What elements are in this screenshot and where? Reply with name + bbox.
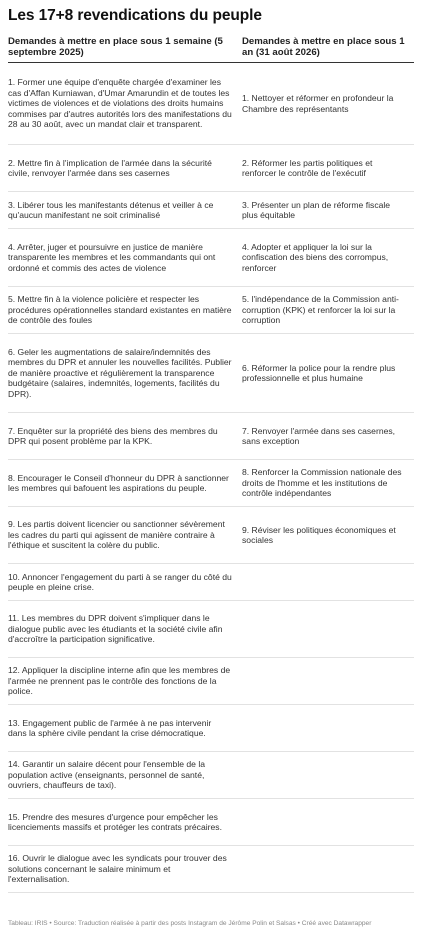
cell-one-year-demand [238, 601, 414, 658]
cell-one-year-demand [238, 658, 414, 705]
column-header-one-year[interactable]: Demandes à mettre en place sous 1 an (31 août 2026) [238, 36, 414, 63]
table-row [8, 705, 414, 752]
cell-one-week-demand: 14. Garantir un salaire décent pour l'ensemble de la population active (enseignants, personnel de santé, ouvriers, chauffeurs de taxi). [8, 752, 238, 799]
table-row [8, 192, 414, 229]
cell-one-year-demand: 5. l'indépendance de la Commission anti-corruption (KPK) et renforcer la loi sur la corruption [238, 287, 414, 334]
table-row [8, 799, 414, 846]
table-row [8, 601, 414, 658]
table-row [8, 846, 414, 893]
cell-one-year-demand: 9. Réviser les politiques économiques et sociales [238, 507, 414, 564]
cell-one-year-demand: 7. Renvoyer l'armée dans ses casernes, sans exception [238, 413, 414, 460]
table-row [8, 63, 414, 145]
table-row [8, 507, 414, 564]
cell-one-year-demand [238, 752, 414, 799]
cell-one-week-demand: 15. Prendre des mesures d'urgence pour empêcher les licenciements massifs et protéger les contrats précaires. [8, 799, 238, 846]
cell-one-year-demand [238, 846, 414, 893]
table-header-row [8, 36, 414, 63]
cell-one-week-demand: 6. Geler les augmentations de salaire/indemnités des membres du DPR et annuler les nouvelles facilités. Publier de manière proactive et régulièrement la transparence budgétaire (salaires, indemnités, logements, facilités du DPR). [8, 334, 238, 413]
table-row [8, 752, 414, 799]
cell-one-year-demand: 3. Présenter un plan de réforme fiscale plus équitable [238, 192, 414, 229]
cell-one-week-demand: 10. Annoncer l'engagement du parti à se ranger du côté du peuple en pleine crise. [8, 564, 238, 601]
cell-one-year-demand [238, 564, 414, 601]
table-row [8, 460, 414, 507]
table-row [8, 145, 414, 192]
table-row [8, 334, 414, 413]
table-row [8, 413, 414, 460]
cell-one-week-demand: 13. Engagement public de l'armée à ne pas intervenir dans la sphère civile pendant la crise démocratique. [8, 705, 238, 752]
cell-one-week-demand: 9. Les partis doivent licencier ou sanctionner sévèrement les cadres du parti qui agissent de manière contraire à l'éthique et suscitent la colère du public. [8, 507, 238, 564]
cell-one-week-demand: 4. Arrêter, juger et poursuivre en justice de manière transparente les membres et les commandants qui ont ordonné et commis des actes de violence [8, 229, 238, 287]
page-title: Les 17+8 revendications du peuple [8, 7, 262, 24]
demands-table [8, 36, 414, 893]
cell-one-year-demand: 1. Nettoyer et réformer en profondeur la Chambre des représentants [238, 63, 414, 145]
cell-one-week-demand: 12. Appliquer la discipline interne afin que les membres de l'armée ne prennent pas le contrôle des fonctions de la police. [8, 658, 238, 705]
cell-one-year-demand: 4. Adopter et appliquer la loi sur la confiscation des biens des corrompus, renforcer [238, 229, 414, 287]
table-row [8, 564, 414, 601]
cell-one-week-demand: 7. Enquêter sur la propriété des biens des membres du DPR qui posent problème par la KPK. [8, 413, 238, 460]
table-body [8, 63, 414, 893]
cell-one-week-demand: 16. Ouvrir le dialogue avec les syndicats pour trouver des solutions concernant le salaire minimum et l'externalisation. [8, 846, 238, 893]
column-header-one-week[interactable]: Demandes à mettre en place sous 1 semaine (5 septembre 2025) [8, 36, 238, 63]
cell-one-week-demand: 3. Libérer tous les manifestants détenus et veiller à ce qu'aucun manifestant ne soit criminalisé [8, 192, 238, 229]
cell-one-week-demand: 2. Mettre fin à l'implication de l'armée dans la sécurité civile, renvoyer l'armée dans ses casernes [8, 145, 238, 192]
cell-one-year-demand: 6. Réformer la police pour la rendre plus professionnelle et plus humaine [238, 334, 414, 413]
cell-one-year-demand: 2. Réformer les partis politiques et renforcer le contrôle de l'exécutif [238, 145, 414, 192]
table-row [8, 658, 414, 705]
table-row [8, 229, 414, 287]
cell-one-week-demand: 1. Former une équipe d'enquête chargée d'examiner les cas d'Affan Kurniawan, d'Umar Amarundin et de toutes les victimes de violences et de violations des droits humains commises par d'autres autorités lors des manifestations du 28 au 30 août, avec un mandat clair et transparent. [8, 63, 238, 145]
cell-one-week-demand: 5. Mettre fin à la violence policière et respecter les procédures opérationnelles standard existantes en matière de contrôle des foules [8, 287, 238, 334]
cell-one-year-demand [238, 799, 414, 846]
cell-one-year-demand: 8. Renforcer la Commission nationale des droits de l'homme et les institutions de contrôle indépendantes [238, 460, 414, 507]
cell-one-year-demand [238, 705, 414, 752]
cell-one-week-demand: 8. Encourager le Conseil d'honneur du DPR à sanctionner les membres qui bafouent les aspirations du peuple. [8, 460, 238, 507]
table-row [8, 287, 414, 334]
source-footer: Tableau: IRIS • Source: Traduction réalisée à partir des posts Instagram de Jérôme Polin et Salsas • Créé avec Datawrapper [8, 920, 372, 927]
cell-one-week-demand: 11. Les membres du DPR doivent s'impliquer dans le dialogue public avec les étudiants et la société civile afin d'accroître la participation significative. [8, 601, 238, 658]
